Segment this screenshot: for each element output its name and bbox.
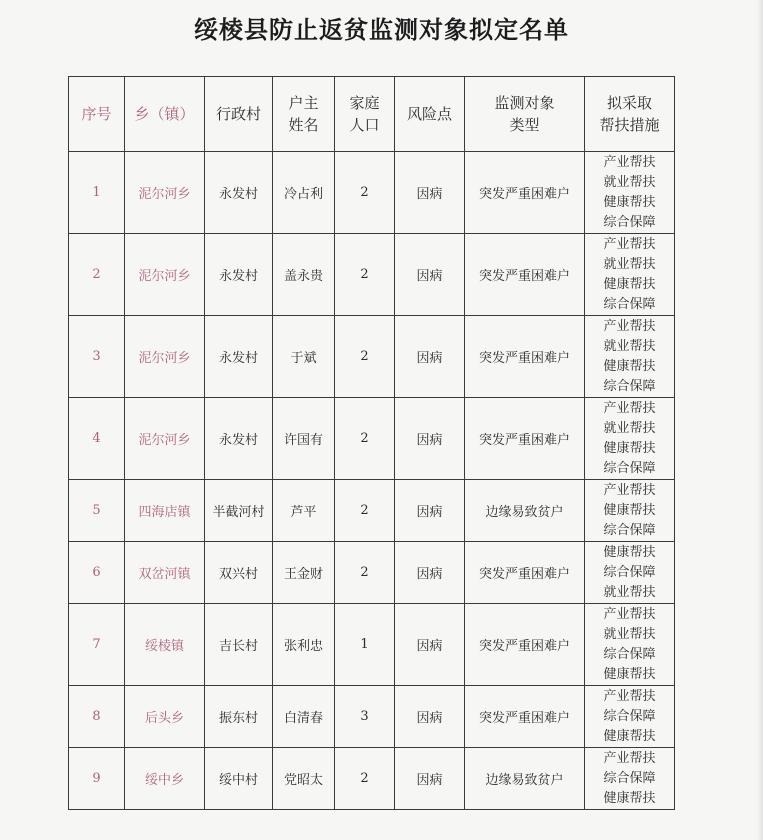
household-head-cell: 冷占利 (273, 152, 335, 234)
monitor-type-cell: 突发严重困难户 (465, 152, 585, 234)
household-head-cell: 张利忠 (273, 604, 335, 686)
measures-cell (585, 398, 675, 480)
measure-item: 健康帮扶 (603, 728, 656, 744)
township-cell: 绥中乡 (125, 748, 205, 810)
header-household-head (273, 77, 335, 152)
measure-item: 健康帮扶 (603, 666, 656, 682)
measure-item: 就业帮扶 (603, 420, 656, 436)
measure-item: 健康帮扶 (603, 502, 656, 518)
table-row (69, 234, 675, 316)
village-cell: 振东村 (205, 686, 273, 748)
header-measures (585, 77, 675, 152)
measure-item: 综合保障 (603, 770, 656, 786)
household-head-cell: 党昭太 (273, 748, 335, 810)
family-size-cell: 2 (335, 542, 395, 604)
measure-item: 健康帮扶 (603, 276, 656, 292)
document-title: 绥棱县防止返贫监测对象拟定名单 (194, 15, 569, 44)
table-row (69, 686, 675, 748)
risk-cell: 因病 (395, 542, 465, 604)
measure-item: 产业帮扶 (603, 236, 656, 252)
risk-cell: 因病 (395, 604, 465, 686)
seq-cell: 9 (69, 748, 125, 810)
township-cell: 后头乡 (125, 686, 205, 748)
measure-item: 就业帮扶 (603, 174, 656, 190)
measure-item: 健康帮扶 (603, 790, 656, 806)
seq-cell: 3 (69, 316, 125, 398)
header-household-head-line: 户主 (288, 94, 319, 112)
family-size-cell: 2 (335, 152, 395, 234)
township-cell: 泥尔河乡 (125, 316, 205, 398)
seq-cell: 1 (69, 152, 125, 234)
household-head-cell: 于斌 (273, 316, 335, 398)
township-cell: 泥尔河乡 (125, 398, 205, 480)
township-cell: 泥尔河乡 (125, 234, 205, 316)
measure-item: 综合保障 (603, 564, 656, 580)
seq-cell: 8 (69, 686, 125, 748)
header-family-size (335, 77, 395, 152)
table-row (69, 316, 675, 398)
table-row (69, 542, 675, 604)
seq-cell: 7 (69, 604, 125, 686)
family-size-cell: 3 (335, 686, 395, 748)
measure-item: 健康帮扶 (603, 194, 656, 210)
risk-cell: 因病 (395, 234, 465, 316)
page-edge-shadow (757, 0, 763, 840)
village-cell: 永发村 (205, 398, 273, 480)
measure-item: 就业帮扶 (603, 338, 656, 354)
household-head-cell: 芦平 (273, 480, 335, 542)
header-measures-line: 帮扶措施 (599, 116, 660, 134)
measure-item: 综合保障 (603, 646, 656, 662)
measures-cell (585, 480, 675, 542)
risk-cell: 因病 (395, 480, 465, 542)
measures-cell (585, 316, 675, 398)
family-size-cell: 2 (335, 234, 395, 316)
risk-cell: 因病 (395, 686, 465, 748)
monitor-type-cell: 突发严重困难户 (465, 542, 585, 604)
measure-item: 产业帮扶 (603, 318, 656, 334)
measure-item: 综合保障 (603, 522, 656, 538)
header-village: 行政村 (205, 77, 273, 152)
village-cell: 永发村 (205, 234, 273, 316)
village-cell: 双兴村 (205, 542, 273, 604)
monitor-type-cell: 突发严重困难户 (465, 604, 585, 686)
table-row (69, 480, 675, 542)
township-cell: 双岔河镇 (125, 542, 205, 604)
table-row (69, 152, 675, 234)
monitor-type-cell: 边缘易致贫户 (465, 480, 585, 542)
measure-item: 产业帮扶 (603, 482, 656, 498)
header-monitor-type-line: 类型 (509, 116, 540, 134)
measures-cell (585, 686, 675, 748)
header-seq: 序号 (69, 77, 125, 152)
measure-item: 产业帮扶 (603, 154, 656, 170)
household-head-cell: 许国有 (273, 398, 335, 480)
measure-item: 就业帮扶 (603, 584, 656, 600)
measure-item: 综合保障 (603, 708, 656, 724)
measure-item: 就业帮扶 (603, 626, 656, 642)
header-family-size-line: 家庭 (349, 94, 380, 112)
seq-cell: 2 (69, 234, 125, 316)
family-size-cell: 2 (335, 748, 395, 810)
monitoring-list-table (68, 76, 675, 810)
township-cell: 泥尔河乡 (125, 152, 205, 234)
household-head-cell: 王金财 (273, 542, 335, 604)
seq-cell: 6 (69, 542, 125, 604)
monitor-type-cell: 突发严重困难户 (465, 398, 585, 480)
header-monitor-type-line: 监测对象 (494, 94, 555, 112)
table-row (69, 604, 675, 686)
village-cell: 永发村 (205, 316, 273, 398)
header-row (69, 77, 675, 152)
measure-item: 健康帮扶 (603, 544, 656, 560)
header-measures-line: 拟采取 (606, 94, 652, 112)
family-size-cell: 2 (335, 398, 395, 480)
monitor-type-cell: 突发严重困难户 (465, 234, 585, 316)
header-family-size-line: 人口 (349, 116, 380, 134)
monitor-type-cell: 边缘易致贫户 (465, 748, 585, 810)
measure-item: 产业帮扶 (603, 750, 656, 766)
measure-item: 综合保障 (603, 378, 656, 394)
village-cell: 绥中村 (205, 748, 273, 810)
measure-item: 就业帮扶 (603, 256, 656, 272)
household-head-cell: 盖永贵 (273, 234, 335, 316)
measure-item: 综合保障 (603, 460, 656, 476)
header-household-head-line: 姓名 (288, 116, 319, 134)
risk-cell: 因病 (395, 398, 465, 480)
measures-cell (585, 748, 675, 810)
household-head-cell: 白清春 (273, 686, 335, 748)
risk-cell: 因病 (395, 748, 465, 810)
village-cell: 永发村 (205, 152, 273, 234)
table-row (69, 398, 675, 480)
measure-item: 产业帮扶 (603, 400, 656, 416)
risk-cell: 因病 (395, 316, 465, 398)
header-township: 乡（镇） (125, 77, 205, 152)
seq-cell: 4 (69, 398, 125, 480)
village-cell: 半截河村 (205, 480, 273, 542)
measures-cell (585, 542, 675, 604)
measures-cell (585, 152, 675, 234)
measure-item: 健康帮扶 (603, 440, 656, 456)
monitor-type-cell: 突发严重困难户 (465, 686, 585, 748)
measure-item: 综合保障 (603, 214, 656, 230)
measures-cell (585, 234, 675, 316)
family-size-cell: 2 (335, 316, 395, 398)
township-cell: 绥棱镇 (125, 604, 205, 686)
family-size-cell: 2 (335, 480, 395, 542)
village-cell: 吉长村 (205, 604, 273, 686)
township-cell: 四海店镇 (125, 480, 205, 542)
table-row (69, 748, 675, 810)
measure-item: 健康帮扶 (603, 358, 656, 374)
measure-item: 产业帮扶 (603, 688, 656, 704)
monitor-type-cell: 突发严重困难户 (465, 316, 585, 398)
family-size-cell: 1 (335, 604, 395, 686)
measures-cell (585, 604, 675, 686)
header-risk: 风险点 (395, 77, 465, 152)
measure-item: 综合保障 (603, 296, 656, 312)
seq-cell: 5 (69, 480, 125, 542)
header-monitor-type (465, 77, 585, 152)
risk-cell: 因病 (395, 152, 465, 234)
measure-item: 产业帮扶 (603, 606, 656, 622)
